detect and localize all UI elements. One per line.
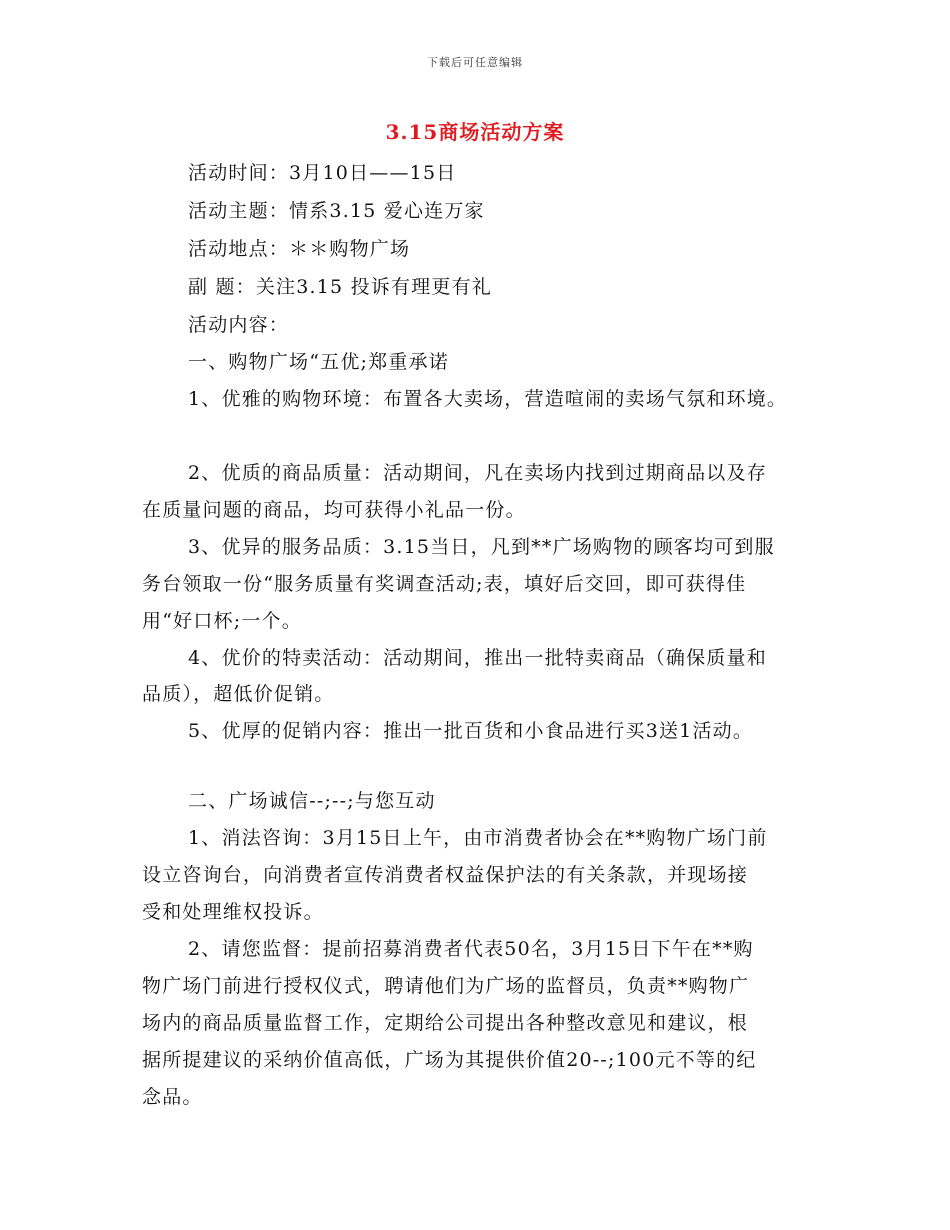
paragraph-line: 4、优价的特卖活动：活动期间，推出一批特卖商品（确保质量和 xyxy=(188,647,767,669)
meta-subtitle: 副 题：关注3.15 投诉有理更有礼 xyxy=(188,276,492,298)
paragraph-line: 受和处理维权投诉。 xyxy=(142,901,324,923)
section-heading-1: 一、购物广场“五优;郑重承诺 xyxy=(188,351,449,373)
section-heading-2: 二、广场诚信--;--;与您互动 xyxy=(188,790,436,812)
paragraph-line: 品质），超低价促销。 xyxy=(142,683,335,705)
paragraph-line: 用“好口杯;一个。 xyxy=(142,610,302,632)
paragraph-line: 设立咨询台，向消费者宣传消费者权益保护法的有关条款，并现场接 xyxy=(142,864,749,886)
meta-activity-time: 活动时间：3月10日——15日 xyxy=(188,162,457,184)
paragraph-line: 2、请您监督：提前招募消费者代表50名，3月15日下午在**购 xyxy=(188,938,754,960)
document-title: 3.15商场活动方案 xyxy=(385,120,565,144)
paragraph-line: 1、消法咨询：3月15日上午，由市消费者协会在**购物广场门前 xyxy=(188,827,768,849)
paragraph-line: 在质量问题的商品，均可获得小礼品一份。 xyxy=(142,499,526,521)
meta-activity-location: 活动地点：＊＊购物广场 xyxy=(188,238,411,260)
paragraph-line: 物广场门前进行授权仪式，聘请他们为广场的监督员，负责**购物广 xyxy=(142,975,750,997)
paragraph-line: 3、优异的服务品质：3.15当日，凡到**广场购物的顾客均可到服 xyxy=(188,536,775,558)
paragraph-line: 场内的商品质量监督工作，定期给公司提出各种整改意见和建议，根 xyxy=(142,1012,749,1034)
meta-activity-theme: 活动主题：情系3.15 爱心连万家 xyxy=(188,200,485,222)
paragraph-line: 2、优质的商品质量：活动期间，凡在卖场内找到过期商品以及存 xyxy=(188,462,767,484)
paragraph-line: 据所提建议的采纳价值高低，广场为其提供价值20--;100元不等的纪 xyxy=(142,1049,757,1071)
paragraph-line: 1、优雅的购物环境：布置各大卖场，营造喧闹的卖场气氛和环境。 xyxy=(188,388,788,410)
paragraph-line: 5、优厚的促销内容：推出一批百货和小食品进行买3送1活动。 xyxy=(188,720,754,742)
paragraph-line: 务台领取一份“服务质量有奖调查活动;表，填好后交回，即可获得佳 xyxy=(142,573,747,595)
page-header-note: 下载后可任意编辑 xyxy=(427,56,523,69)
meta-activity-content-label: 活动内容： xyxy=(188,314,290,336)
paragraph-line: 念品。 xyxy=(142,1086,203,1108)
